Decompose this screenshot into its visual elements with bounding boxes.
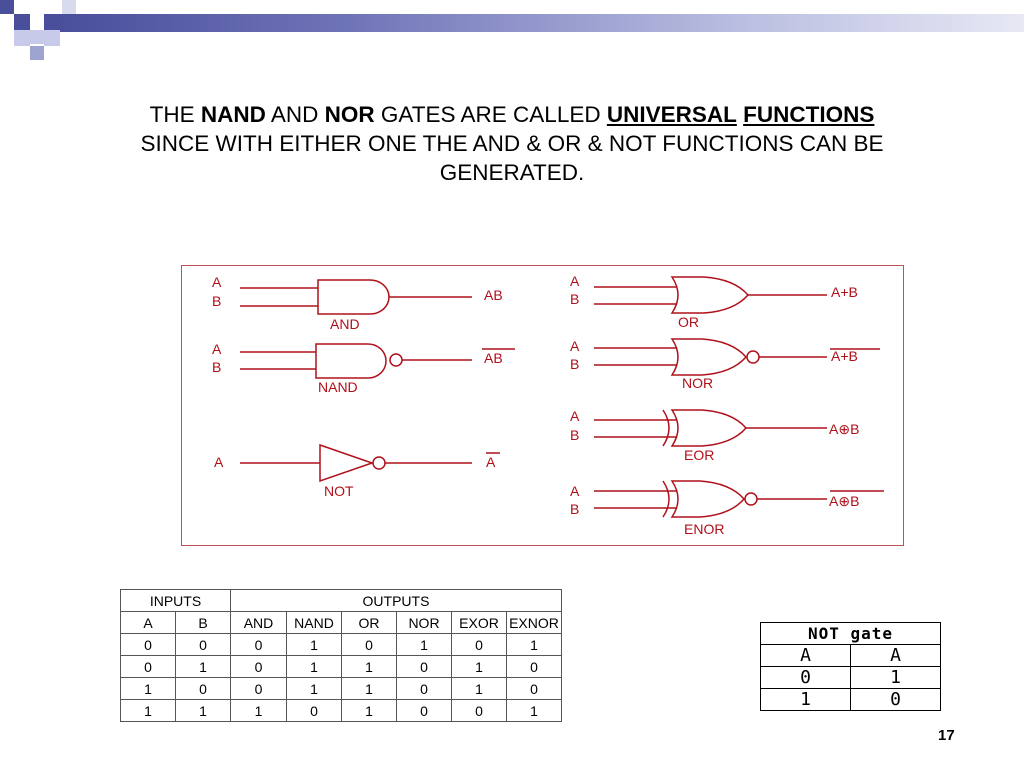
table-cell: 1 [342,678,397,700]
table-cell: 1 [287,678,342,700]
column-header: NAND [287,612,342,634]
not-table-header: $\overline{A}$ [851,645,941,667]
deco-square [44,30,60,46]
column-header: EXOR [452,612,507,634]
title-text: THE [149,102,201,127]
table-cell: 0 [231,634,287,656]
and-input-a: A [212,274,222,290]
table-cell: 1 [342,700,397,722]
table-cell: 1 [851,667,941,689]
nand-output: AB [484,350,503,366]
table-cell: 0 [452,634,507,656]
table-row [761,667,941,689]
and-input-b: B [212,293,222,309]
not-table-header: A [761,645,851,667]
eor-output: A⊕B [829,421,860,437]
column-header: AND [231,612,287,634]
and-gate-symbol [240,280,472,314]
table-cell: 1 [231,700,287,722]
column-header: B [176,612,231,634]
inputs-group-header: INPUTS [121,590,231,612]
nor-input-b: B [570,356,580,372]
or-gate-symbol [594,277,827,313]
table-cell: 1 [761,689,851,711]
table-cell: 0 [397,700,452,722]
title-text: SINCE WITH EITHER ONE THE AND & OR & NOT FUNCTIONS CAN BE GENERATED. [140,131,884,185]
title-nand: NAND [200,102,266,127]
deco-square [30,46,44,60]
nor-gate-symbol [594,339,827,375]
slide-title [140,100,884,187]
not-table-title: NOT gate [761,623,941,645]
title-universal: UNIVERSAL [606,102,737,127]
table-cell: 1 [507,634,562,656]
table-cell: 1 [507,700,562,722]
table-cell: 0 [452,700,507,722]
eor-gate-label: EOR [684,447,715,463]
or-input-b: B [570,291,580,307]
deco-square [62,0,76,14]
and-output: AB [484,287,503,303]
outputs-group-header: OUTPUTS [231,590,562,612]
logic-gates-diagram [181,265,904,546]
table-cell: 0 [121,634,176,656]
nand-input-a: A [212,341,222,357]
table-cell: 1 [121,700,176,722]
table-cell: 0 [342,634,397,656]
column-header: EXNOR [507,612,562,634]
table-cell: 0 [176,634,231,656]
enor-gate-label: ENOR [684,521,725,537]
column-header-row [121,612,562,634]
table-cell: 1 [452,656,507,678]
or-input-a: A [570,273,580,289]
eor-gate-symbol [594,410,827,446]
deco-square [0,0,14,14]
title-text: AND [265,102,325,127]
table-row [121,700,562,722]
title-text: GATES ARE CALLED [374,102,607,127]
or-output: A+B [831,284,858,300]
truth-table [120,589,562,722]
table-row [121,634,562,656]
table-row [121,656,562,678]
nor-output: A+B [831,348,858,364]
and-gate-label: AND [330,316,360,332]
table-cell: 1 [397,634,452,656]
not-gate-label: NOT [324,483,354,499]
enor-output: A⊕B [829,493,860,509]
title-nor: NOR [324,102,375,127]
header-bar [60,14,1024,32]
table-cell: 0 [176,678,231,700]
enor-input-b: B [570,501,580,517]
deco-square [30,30,44,44]
or-gate-label: OR [678,314,699,330]
not-gate-table [760,622,941,711]
nand-input-b: B [212,359,222,375]
table-cell: 1 [121,678,176,700]
table-cell: 1 [342,656,397,678]
column-header: OR [342,612,397,634]
table-row [121,678,562,700]
column-header: NOR [397,612,452,634]
table-cell: 0 [397,678,452,700]
page-number: 17 [938,727,955,744]
eor-input-b: B [570,427,580,443]
table-cell: 0 [231,656,287,678]
nor-gate-label: NOR [682,375,714,391]
table-cell: 0 [851,689,941,711]
deco-square [14,14,30,30]
table-cell: 0 [121,656,176,678]
table-row [761,689,941,711]
not-output: A [486,454,496,470]
deco-square [14,30,30,46]
table-cell: 1 [176,656,231,678]
gates-svg [182,266,905,547]
not-gate-symbol [240,445,472,481]
table-cell: 1 [176,700,231,722]
enor-input-a: A [570,483,580,499]
table-cell: 1 [287,634,342,656]
table-cell: 1 [452,678,507,700]
title-functions: FUNCTIONS [743,102,875,127]
enor-gate-symbol [594,481,827,517]
nand-gate-symbol [240,344,472,378]
table-cell: 0 [287,700,342,722]
table-cell: 0 [507,678,562,700]
table-cell: 0 [231,678,287,700]
table-cell: 0 [761,667,851,689]
deco-square [44,14,60,30]
column-header: A [121,612,176,634]
table-cell: 1 [287,656,342,678]
not-input-a: A [214,454,224,470]
table-cell: 0 [507,656,562,678]
eor-input-a: A [570,408,580,424]
nor-input-a: A [570,338,580,354]
nand-gate-label: NAND [318,379,358,395]
table-cell: 0 [397,656,452,678]
